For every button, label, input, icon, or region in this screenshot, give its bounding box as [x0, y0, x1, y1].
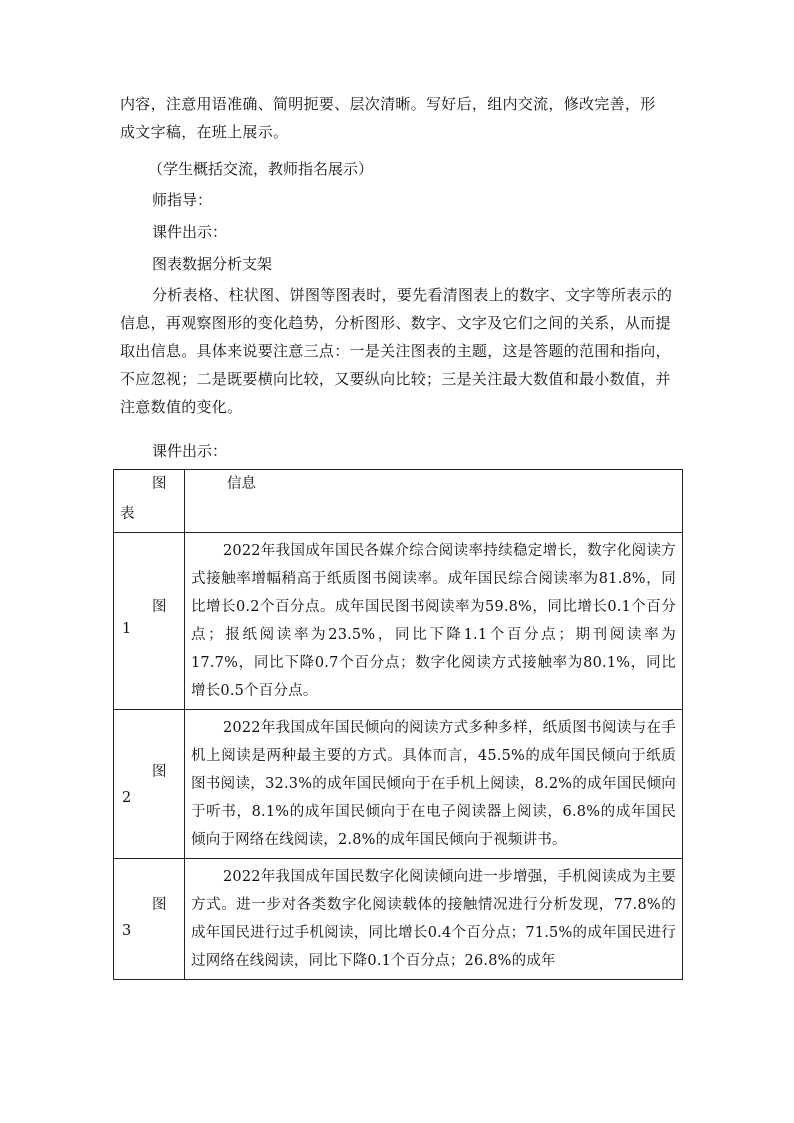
figure-cell — [114, 533, 185, 710]
table-row — [114, 859, 683, 980]
table-header-row — [114, 470, 683, 533]
student-activity-note: （学生概括交流，教师指名展示） — [148, 160, 374, 178]
analysis-paragraph: 分析表格、柱状图、饼图等图表时，要先看清图表上的数字、文字等所表示的信息，再观察图形的变化趋势，分析图形、数字、文字及它们之间的关系，从而提取出信息。具体来说要注意三点：一是关注图表的主题，这是答题的范围和指向，不应忽视；二是既要横向比较，又要纵向比较；三是关注最大数值和最小数值，并注意数值的变化。 — [120, 286, 673, 416]
figure-label: 图 — [152, 764, 167, 780]
info-text: 2022年我国成年国民各媒介综合阅读率持续稳定增长，数字化阅读方式接触率增幅稍高于纸质图书阅读率。成年国民综合阅读率为81.8%，同比增长0.2个百分点。成年国民图书阅读率为59.8%，同比增长0.1个百分点；报纸阅读率为23.5%，同比下降1.1个百分点；期刊阅读率为17.7%，同比下降0.7个百分点；数字化阅读方式接触率为80.1%，同比增长0.5个百分点。 — [191, 543, 676, 699]
header-label: 信息 — [227, 476, 256, 492]
info-cell — [185, 533, 683, 710]
table-row — [114, 533, 683, 710]
info-cell — [185, 710, 683, 859]
courseware-label: 课件出示： — [152, 223, 228, 241]
text-line: 成文字稿，在班上展示。 — [120, 123, 289, 141]
header-cell-info — [185, 470, 683, 533]
figure-number: 2 — [122, 790, 132, 806]
text-line: 内容，注意用语准确、简明扼要、层次清晰。写好后，组内交流，修改完善，形 — [120, 95, 656, 113]
teacher-guidance-label: 师指导： — [152, 191, 213, 209]
courseware-label: 课件出示： — [152, 442, 228, 460]
info-text: 2022年我国成年国民数字化阅读倾向进一步增强，手机阅读成为主要方式。进一步对各类数字化阅读载体的接触情况进行分析发现，77.8%的成年国民进行过手机阅读，同比增长0.4个百分点；71.5%的成年国民进行过网络在线阅读，同比下降0.1个百分点；26.8%的成年 — [191, 869, 676, 969]
header-label: 表 — [120, 506, 135, 522]
data-table — [113, 469, 683, 980]
paragraph-continued — [120, 90, 680, 146]
header-label: 图 — [152, 476, 167, 492]
table-row — [114, 710, 683, 859]
info-cell — [185, 859, 683, 980]
figure-number: 3 — [122, 923, 132, 939]
header-cell-chart — [114, 470, 185, 533]
figure-label: 图 — [152, 897, 167, 913]
figure-label: 图 — [152, 599, 167, 615]
section-heading: 图表数据分析支架 — [152, 255, 273, 273]
figure-cell — [114, 710, 185, 859]
info-text: 2022年我国成年国民倾向的阅读方式多种多样，纸质图书阅读与在手机上阅读是两种最主要的方式。具体而言，45.5%的成年国民倾向于纸质图书阅读，32.3%的成年国民倾向于在手机上阅读，8.2%的成年国民倾向于听书，8.1%的成年国民倾向于在电子阅读器上阅读，6.8%的成年国民倾向于网络在线阅读，2.8%的成年国民倾向于视频讲书。 — [191, 720, 676, 848]
figure-number: 1 — [122, 621, 132, 637]
figure-cell — [114, 859, 185, 980]
